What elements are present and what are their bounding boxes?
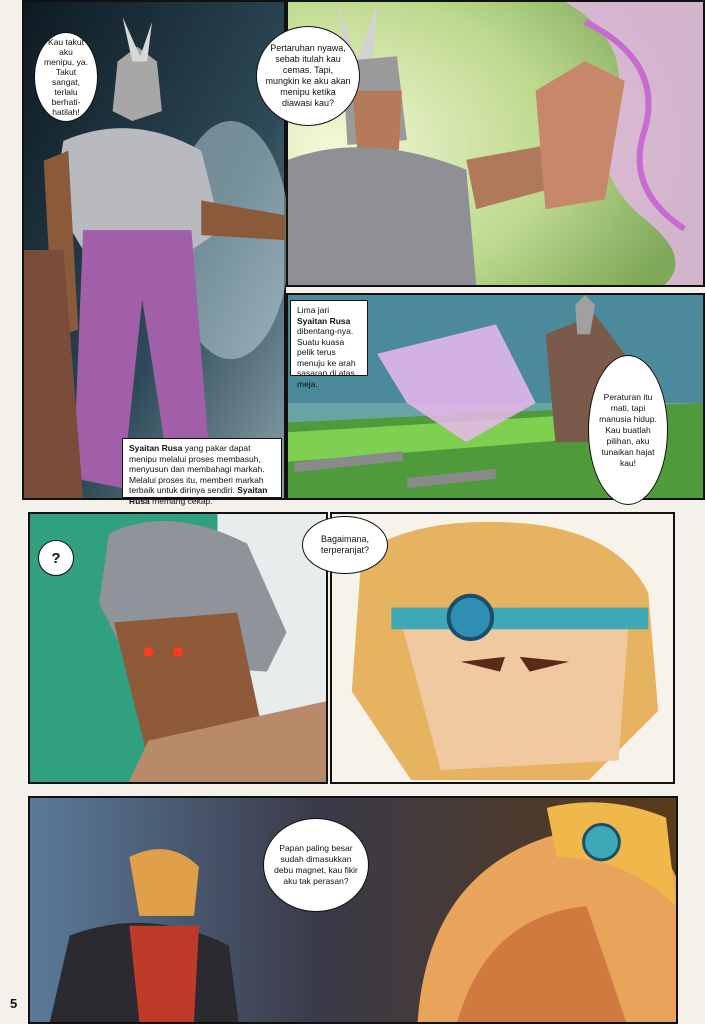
comic-panel-6 [28, 796, 678, 1024]
comic-panel-1 [22, 0, 286, 506]
comic-panel-5 [320, 512, 675, 784]
question-mark-burst: ? [38, 540, 74, 576]
panel-4-artwork [30, 514, 326, 782]
speech-bubble-2: Pertaruhan nyawa, sebab itulah kau cemas. Tapi, mungkin ke aku akan menipu ketika diawasi kau? [256, 26, 360, 126]
speech-bubble-1: Kau takut aku menipu, ya. Takut sangat, terlalu berhati-hatilah! [34, 32, 98, 122]
caption-3-text: dibentang-nya. Suatu kuasa pelik terus menuju ke arah sasaran di atas meja. [297, 326, 356, 389]
caption-1-name: Syaitan Rusa [129, 443, 183, 453]
caption-1-text: yang pakar dapat menipu melalui proses membasuh, menyusun dan membahagi markah. Melalui proses itu, memberi markah terbaik untuk dirinya sendiri. [129, 443, 265, 495]
comic-panel-4 [28, 512, 328, 784]
caption-box-3 [290, 300, 368, 389]
page-number: 5 [10, 996, 18, 1011]
speech-bubble-6: Papan paling besar sudah dimasukkan debu magnet, kau fikir aku tak perasan? [263, 818, 369, 912]
caption-1-text-2: memang cekap. [149, 495, 213, 506]
speech-bubble-5: Bagaimana, terperanjat? [302, 516, 388, 574]
comic-panel-3 [286, 293, 705, 500]
comic-panel-2 [265, 0, 705, 287]
caption-3-prefix: Lima jari [297, 305, 330, 315]
speech-bubble-3: Peraturan itu mati, tapi manusia hidup. Kau buatlah pilihan, aku tunaikan hajat kau! [588, 355, 668, 505]
caption-3-name: Syaitan Rusa [297, 315, 351, 326]
caption-box-1 [122, 438, 282, 506]
caption-1-name-2: Syaitan Rusa [129, 485, 268, 506]
